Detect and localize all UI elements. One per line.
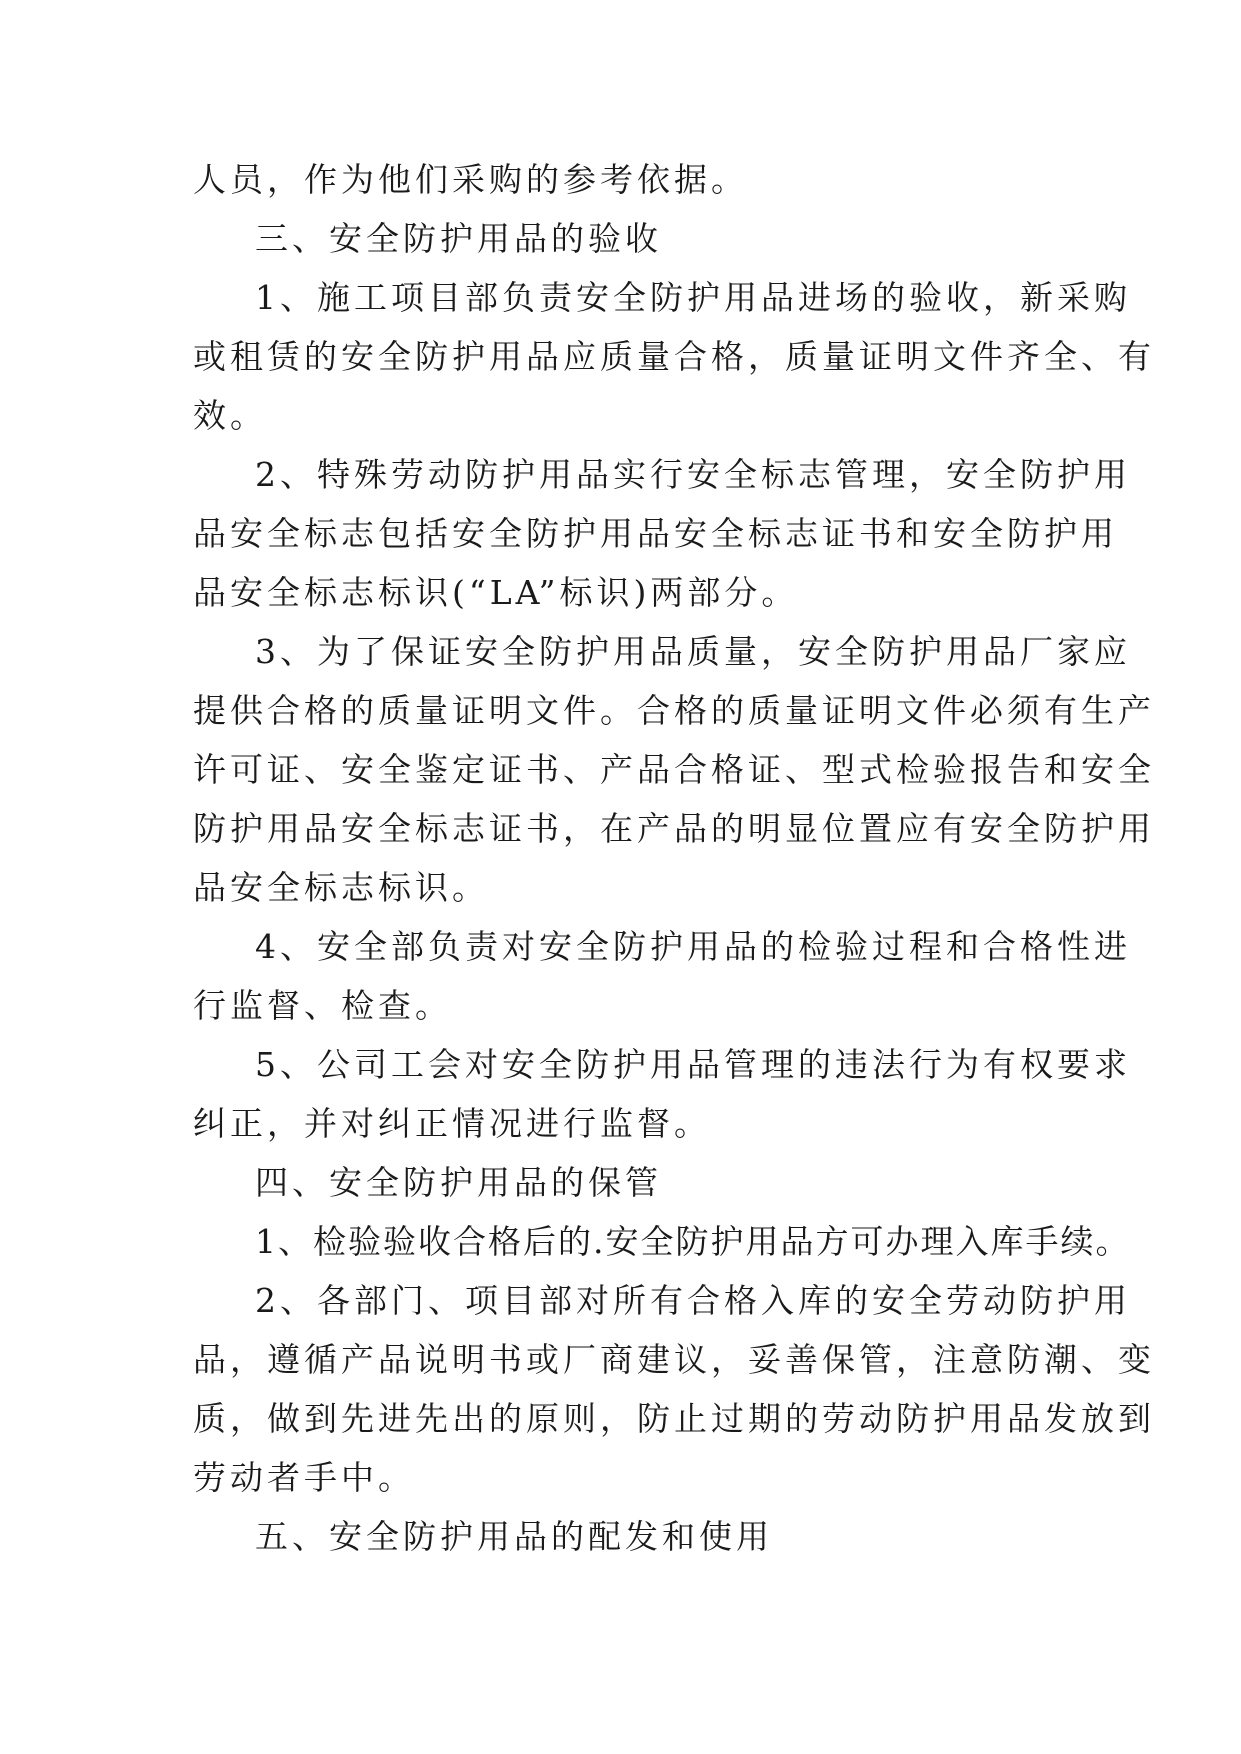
text-line: 劳动者手中。 — [193, 1458, 415, 1497]
text-line: 4、安全部负责对安全防护用品的检验过程和合格性进 — [255, 927, 1131, 966]
text-line: 品，遵循产品说明书或厂商建议，妥善保管，注意防潮、变 — [193, 1340, 1155, 1379]
text-line: 1、检验验收合格后的.安全防护用品方可办理入库手续。 — [255, 1222, 1131, 1261]
text-line: 提供合格的质量证明文件。合格的质量证明文件必须有生产 — [193, 691, 1155, 730]
section-heading: 三、安全防护用品的验收 — [255, 219, 662, 258]
text-line: 品安全标志标识。 — [193, 868, 489, 907]
text-line: 效。 — [193, 396, 267, 435]
document-body — [193, 150, 1155, 1566]
text-line: 2、各部门、项目部对所有合格入库的安全劳动防护用 — [255, 1281, 1131, 1320]
text-line: 行监督、检查。 — [193, 986, 452, 1025]
text-line: 防护用品安全标志证书，在产品的明显位置应有安全防护用 — [193, 809, 1155, 848]
section-heading: 四、安全防护用品的保管 — [255, 1163, 662, 1202]
text-line: 品安全标志标识(“LA”标识)两部分。 — [193, 573, 799, 612]
text-line: 人员，作为他们采购的参考依据。 — [193, 160, 748, 199]
text-line: 或租赁的安全防护用品应质量合格，质量证明文件齐全、有 — [193, 337, 1155, 376]
text-line: 许可证、安全鉴定证书、产品合格证、型式检验报告和安全 — [193, 750, 1155, 789]
text-line: 2、特殊劳动防护用品实行安全标志管理，安全防护用 — [255, 455, 1131, 494]
text-line: 质，做到先进先出的原则，防止过期的劳动防护用品发放到 — [193, 1399, 1155, 1438]
text-line: 纠正，并对纠正情况进行监督。 — [193, 1104, 711, 1143]
text-line: 品安全标志包括安全防护用品安全标志证书和安全防护用 — [193, 514, 1118, 553]
section-heading: 五、安全防护用品的配发和使用 — [255, 1517, 773, 1556]
text-line: 1、施工项目部负责安全防护用品进场的验收，新采购 — [255, 278, 1131, 317]
text-line: 5、公司工会对安全防护用品管理的违法行为有权要求 — [255, 1045, 1131, 1084]
text-line: 3、为了保证安全防护用品质量，安全防护用品厂家应 — [255, 632, 1131, 671]
